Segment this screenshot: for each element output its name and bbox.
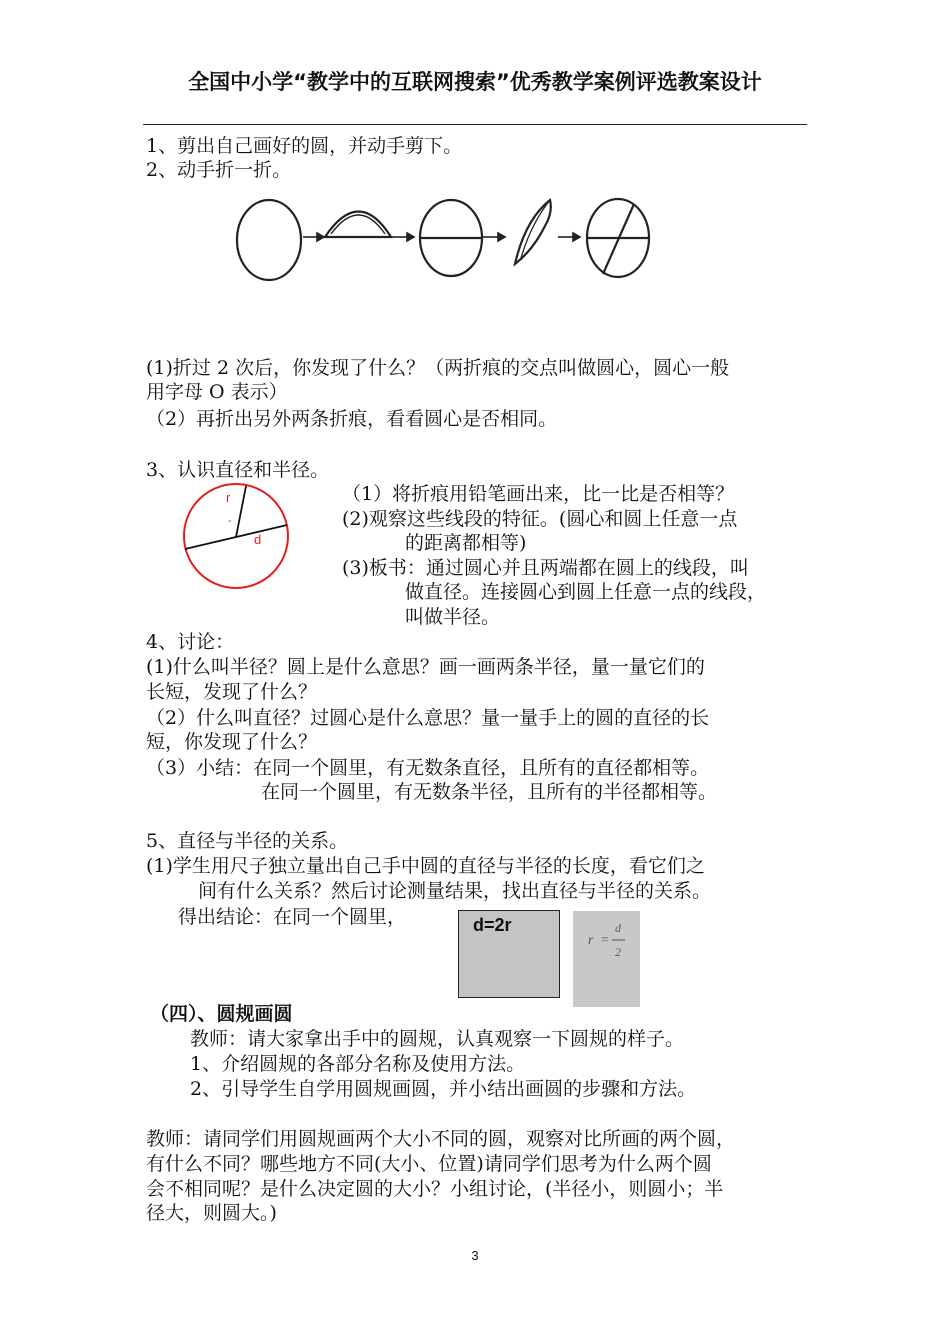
fold-question-1-line2: 用字母 O 表示） [146,381,288,403]
diameter-label: d [254,532,262,547]
formula-denominator: 2 [615,945,621,959]
section-four-title: （四）、圆规画圆 [150,1003,293,1025]
section-3-point-1: （1）将折痕用铅笔画出来，比一比是否相等？ [342,483,735,505]
section-4-q2-line1: （2）什么叫直径？过圆心是什么意思？量一量手上的圆的直径的长 [146,707,710,729]
formula-equals: = [601,933,609,948]
section-4-q1-line1: (1)什么叫半径？圆上是什么意思？画一画两条半径，量一量它们的 [146,656,705,678]
section-four-paragraph-line2: 有什么不同？哪些地方不同(大小、位置)请同学们思考为什么两个圆 [146,1153,712,1175]
fold-circle-1 [237,200,301,280]
section-4-q2-line2: 短，你发现了什么？ [146,731,318,753]
formula-box-d-equals-2r [458,910,560,998]
section-3-title: 3、认识直径和半径。 [146,459,330,481]
section-four-item-2: 2、引导学生自学用圆规画圆，并小结出画圆的步骤和方法。 [190,1078,697,1100]
section-four-paragraph-line3: 会不相同呢？是什么决定圆的大小？小组讨论，(半径小，则圆小；半 [146,1178,724,1200]
fold-question-2: （2）再折出另外两条折痕，看看圆心是否相同。 [146,408,558,430]
section-four-paragraph-line1: 教师：请同学们用圆规画两个大小不同的圆，观察对比所画的两个圆， [146,1128,736,1150]
step-2: 2、动手折一折。 [146,159,292,181]
formula-numerator: d [615,921,621,935]
page-number: 3 [471,1248,479,1263]
section-5-p1-line2: 间有什么关系？然后讨论测量结果，找出直径与半径的关系。 [198,880,712,902]
step-1: 1、剪出自己画好的圆，并动手剪下。 [146,135,463,157]
radius-tick-mark: - [228,515,232,527]
radius-label: r [226,490,231,505]
section-5-p1-line1: (1)学生用尺子独立量出自己手中圆的直径与半径的长度，看它们之 [146,855,705,877]
section-4-q3-line1: （3）小结：在同一个圆里，有无数条直径，且所有的直径都相等。 [146,757,710,779]
formula-d-equals-2r: d=2r [473,915,512,935]
section-3-point-2-line2: 的距离都相等) [405,532,527,554]
section-four-paragraph-line4: 径大，则圆大。) [146,1202,277,1224]
section-3-point-3-line1: (3)板书：通过圆心并且两端都在圆上的线段，叫 [342,557,749,579]
formula-r: r [588,933,594,948]
section-4-q1-line2: 长短，发现了什么？ [146,681,318,703]
page-header-title: 全国中小学“教学中的互联网搜索”优秀教学案例评选教案设计 [188,70,762,94]
folding-illustration [225,190,665,310]
section-3-point-3-line2: 做直径。连接圆心到圆上任意一点的线段， [405,581,767,603]
section-four-item-1: 1、介绍圆规的各部分名称及使用方法。 [190,1053,526,1075]
header-rule [143,124,807,125]
section-four-teacher: 教师：请大家拿出手中的圆规，认真观察一下圆规的样子。 [190,1028,685,1050]
section-5-title: 5、直径与半径的关系。 [146,830,349,852]
section-3-point-3-line3: 叫做半径。 [405,606,501,628]
section-5-conclusion: 得出结论：在同一个圆里， [178,906,407,928]
fold-quarter-circle [515,200,551,264]
radius-line [236,486,246,537]
section-4-q3-line2: 在同一个圆里，有无数条半径，且所有的半径都相等。 [261,781,718,803]
fold-question-1-line1: (1)折过 2 次后，你发现了什么？（两折痕的交点叫做圆心，圆心一般 [146,357,730,379]
formula-box-r-equals-d-over-2 [573,911,640,1007]
section-3-point-2-line1: (2)观察这些线段的特征。(圆心和圆上任意一点 [342,508,738,530]
radius-diameter-diagram [180,480,295,592]
section-4-title: 4、讨论： [146,631,235,653]
